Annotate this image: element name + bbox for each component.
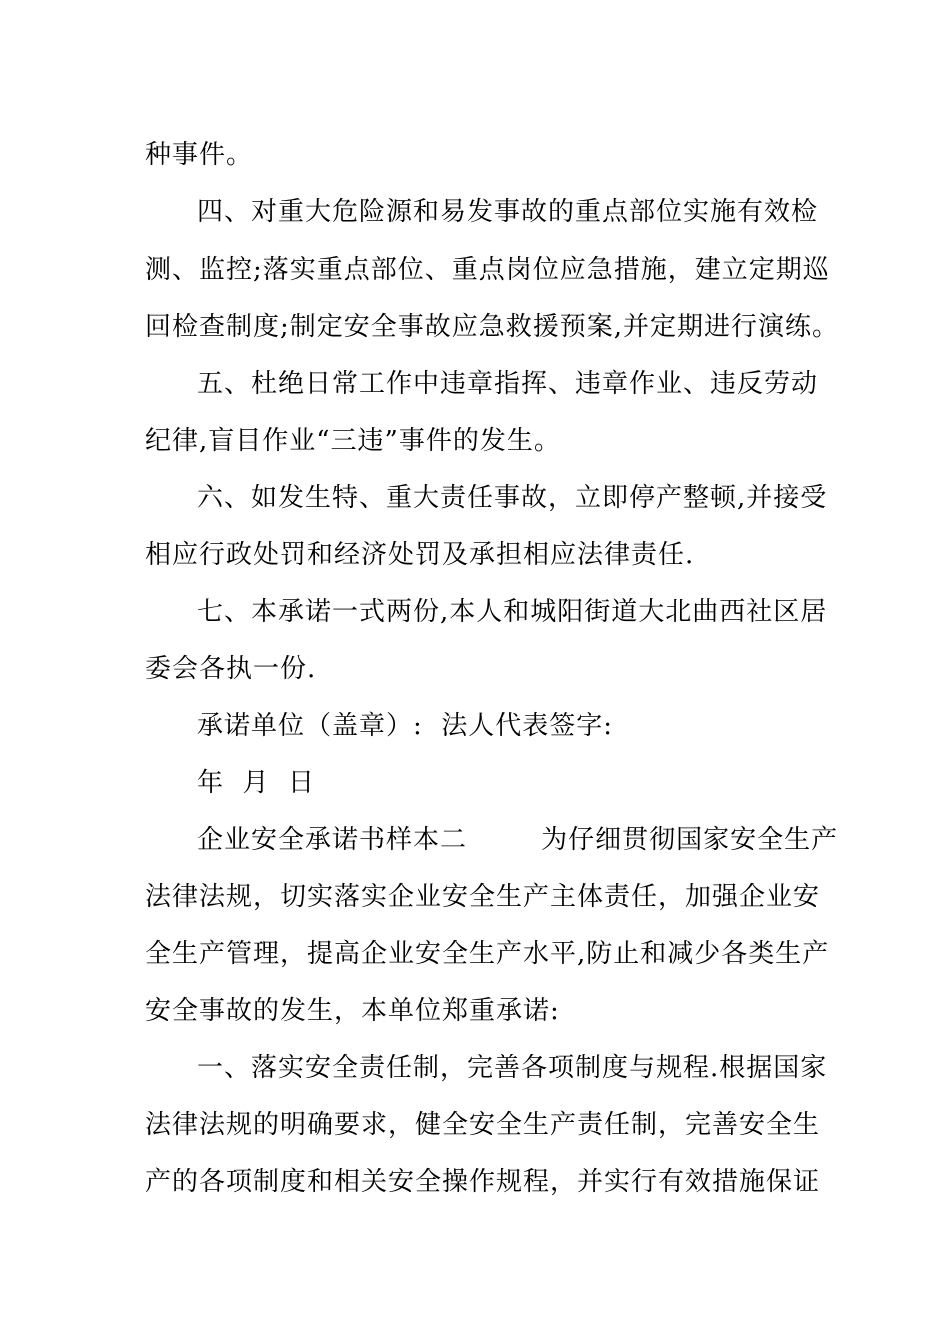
- text-line: 五、杜绝日常工作中违章指挥、违章作业、违反劳动: [197, 369, 819, 399]
- signature-line: 承诺单位（盖章）: 法人代表签字:: [197, 711, 614, 741]
- text-line: 六、如发生特、重大责任事故，立即停产整顿,并接受: [197, 483, 828, 513]
- text-line: 企业安全承诺书样本二 为仔细贯彻国家安全生产: [197, 825, 839, 855]
- text-line: 四、对重大危险源和易发事故的重点部位实施有效检: [197, 197, 819, 227]
- text-line: 一、落实安全责任制，完善各项制度与规程.根据国家: [197, 1053, 828, 1083]
- text-line: 产的各项制度和相关安全操作规程，并实行有效措施保证: [145, 1167, 821, 1197]
- text-line: 种事件。: [145, 140, 254, 170]
- text-line: 委会各执一份.: [145, 654, 317, 684]
- date-line: 年 月 日: [197, 768, 316, 798]
- text-line: 安全事故的发生，本单位郑重承诺:: [145, 996, 560, 1026]
- text-line: 相应行政处罚和经济处罚及承担相应法律责任.: [145, 540, 695, 570]
- text-line: 纪律,盲目作业“三违”事件的发生。: [145, 426, 561, 456]
- text-line: 法律法规的明确要求，健全安全生产责任制，完善安全生: [145, 1110, 821, 1140]
- text-line: 法律法规，切实落实企业安全生产主体责任，加强企业安: [145, 882, 821, 912]
- text-line: 七、本承诺一式两份,本人和城阳街道大北曲西社区居: [197, 597, 828, 627]
- text-line: 回检查制度;制定安全事故应急救援预案,并定期进行演练。: [145, 312, 840, 342]
- text-line: 全生产管理，提高企业安全生产水平,防止和减少各类生产: [145, 939, 830, 969]
- text-line: 测、监控;落实重点部位、重点岗位应急措施，建立定期巡: [145, 255, 830, 285]
